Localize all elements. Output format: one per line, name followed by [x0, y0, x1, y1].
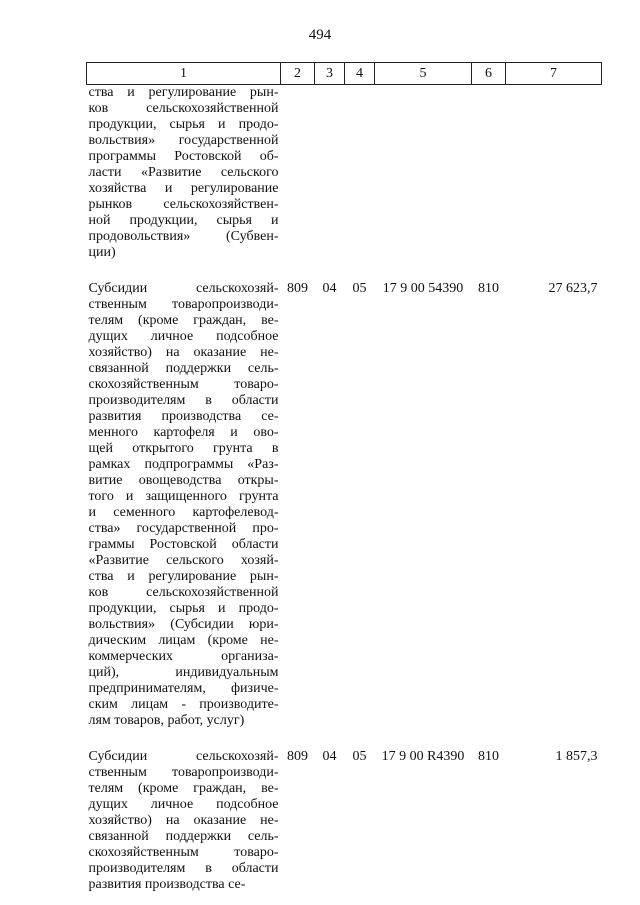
row-expense-type-code — [472, 85, 506, 262]
table-row — [87, 729, 602, 893]
description-line: телям (кроме граждан, ве- — [88, 781, 279, 796]
table-row — [87, 261, 602, 729]
row-amount: 1 857,3 — [555, 749, 598, 764]
row-amount — [506, 85, 602, 262]
description-line: ции) — [88, 245, 116, 260]
table-row — [87, 85, 602, 262]
row-description — [87, 85, 281, 262]
header-col-2: 2 — [281, 63, 315, 85]
row-target-article-code — [375, 85, 472, 262]
description-line: «Развитие сельского хозяй- — [88, 553, 279, 568]
description-line: того и защищенного грунта — [88, 489, 279, 504]
description-line: предпринимателям, физиче- — [88, 681, 279, 696]
description-line: развития производства се- — [88, 877, 246, 892]
description-line: вольствия» (Субсидии юри- — [88, 617, 279, 632]
description-line: телям (кроме граждан, ве- — [88, 313, 279, 328]
header-col-7: 7 — [506, 63, 602, 85]
description-line: ства и регулирование рын- — [88, 569, 279, 584]
description-line: менного картофеля и ово- — [88, 425, 279, 440]
description-line: ским лицам - производите- — [88, 697, 279, 712]
row-grbs-code — [281, 85, 315, 262]
row-grbs-code: 809 — [287, 749, 308, 764]
table-body — [87, 85, 602, 894]
row-description — [87, 261, 281, 729]
header-col-4: 4 — [345, 63, 375, 85]
row-expense-type-code: 810 — [478, 281, 499, 296]
description-line: дущих личное подсобное — [88, 797, 279, 812]
description-line: коммерческих организа- — [88, 649, 279, 664]
description-line: хозяйство) на оказание не- — [88, 345, 279, 360]
description-line: хозяйство) на оказание не- — [88, 813, 279, 828]
description-line: ласти «Развитие сельского — [88, 165, 279, 180]
description-line: производителям в области — [88, 393, 279, 408]
description-line: щей открытого грунта в — [88, 441, 279, 456]
description-line: продукции, сырья и продо- — [88, 117, 279, 132]
description-line: рынков сельскохозяйствен- — [88, 197, 279, 212]
row-grbs-code: 809 — [287, 281, 308, 296]
description-line: ства и регулирование рын- — [88, 85, 279, 100]
description-line: продукции, сырья и продо- — [88, 601, 279, 616]
header-col-6: 6 — [472, 63, 506, 85]
description-line: скохозяйственным товаро- — [88, 377, 279, 392]
header-col-3: 3 — [315, 63, 345, 85]
description-line: хозяйства и регулирование — [88, 181, 279, 196]
row-section-code: 04 — [322, 749, 337, 764]
row-subsection-code: 05 — [352, 749, 367, 764]
description-line: программы Ростовской об- — [88, 149, 279, 164]
description-line: развития производства се- — [88, 409, 279, 424]
description-line: и семенного картофелевод- — [88, 505, 279, 520]
row-section-code — [315, 85, 345, 262]
row-amount: 27 623,7 — [548, 281, 598, 296]
row-expense-type-code: 810 — [478, 749, 499, 764]
description-line: продовольствия» (Субвен- — [88, 229, 279, 244]
description-line: дущих личное подсобное — [88, 329, 279, 344]
header-col-5: 5 — [375, 63, 472, 85]
description-line: дическим лицам (кроме не- — [88, 633, 279, 648]
description-line: ций), индивидуальным — [88, 665, 279, 680]
description-line: ственным товаропроизводи- — [88, 765, 279, 780]
description-line: ственным товаропроизводи- — [88, 297, 279, 312]
description-line: ной продукции, сырья и — [88, 213, 279, 228]
page-number: 494 — [308, 27, 332, 43]
description-line: ков сельскохозяйственной — [88, 585, 279, 600]
row-target-article-code: 17 9 00 54390 — [382, 281, 464, 296]
description-line: ства» государственной про- — [88, 521, 279, 536]
table-header-row — [87, 63, 602, 85]
budget-table — [86, 62, 602, 893]
description-line: Субсидии сельскохозяй- — [88, 749, 279, 764]
description-line: ков сельскохозяйственной — [88, 101, 279, 116]
description-line: производителям в области — [88, 861, 279, 876]
description-line: связанной поддержки сель- — [88, 829, 279, 844]
description-line: рамках подпрограммы «Раз- — [88, 457, 279, 472]
description-line: витие овощеводства откры- — [88, 473, 279, 488]
row-subsection-code: 05 — [352, 281, 367, 296]
row-section-code: 04 — [322, 281, 337, 296]
description-line: вольствия» государственной — [88, 133, 279, 148]
description-line: лям товаров, работ, услуг) — [88, 713, 245, 728]
description-line: граммы Ростовской области — [88, 537, 279, 552]
row-subsection-code — [345, 85, 375, 262]
description-line: связанной поддержки сель- — [88, 361, 279, 376]
row-description — [87, 729, 281, 893]
header-col-1: 1 — [87, 63, 281, 85]
description-line: скохозяйственным товаро- — [88, 845, 279, 860]
description-line: Субсидии сельскохозяй- — [88, 281, 279, 296]
row-target-article-code: 17 9 00 R4390 — [381, 749, 465, 764]
